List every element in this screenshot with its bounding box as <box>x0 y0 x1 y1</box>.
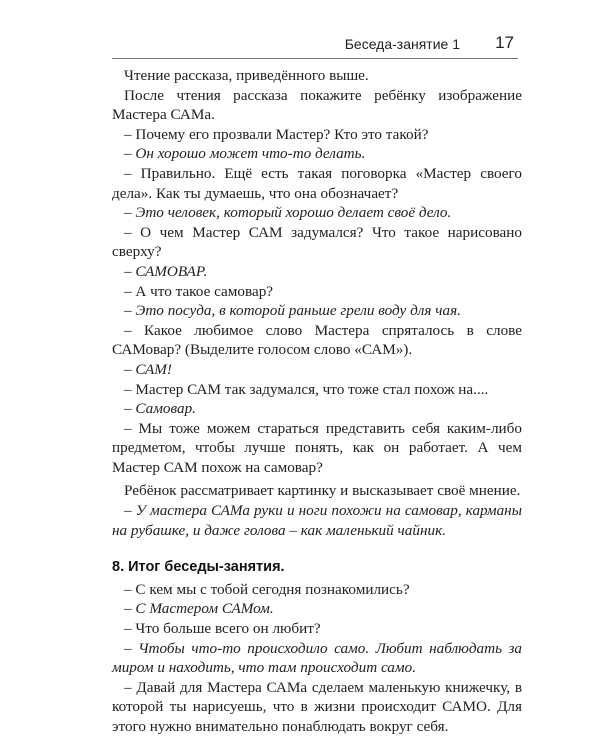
paragraph: – О чем Мастер САМ задумался? Что такое нарисовано сверху? <box>112 223 522 261</box>
paragraph: Ребёнок рассматривает картинку и высказывает своё мнение. <box>124 482 521 500</box>
paragraph: – С кем мы с тобой сегодня познакомились? <box>124 580 410 598</box>
running-head <box>112 30 518 59</box>
dialogue-block-bottom <box>112 580 522 737</box>
paragraph: – Правильно. Ещё есть такая поговорка «Мастер своего дела». Как ты думаешь, что она обозначает? <box>112 164 522 202</box>
paragraph: – Чтобы что-то происходило само. Любит наблюдать за миром и находить, что там происходит само. <box>112 639 522 677</box>
running-head-section: Беседа-занятие 1 <box>344 36 460 52</box>
paragraph: Чтение рассказа, приведённого выше. <box>124 67 369 84</box>
paragraph: – Какое любимое слово Мастера спряталось в слове САМовар? (Выделите голосом слово «САМ»). <box>112 321 522 359</box>
page-body <box>112 66 522 737</box>
paragraph: – А что такое самовар? <box>124 282 274 300</box>
paragraph: – Мастер САМ так задумался, что тоже стал похож на.... <box>124 380 489 398</box>
paragraph: – Почему его прозвали Мастер? Кто это такой? <box>124 125 429 143</box>
page-number: 17 <box>495 33 514 52</box>
paragraph: – Мы тоже можем стараться представить себя каким-либо предметом, чтобы лучше понять, как он работает. А чем Мастер САМ похож на самовар? <box>112 419 522 476</box>
paragraph: – С Мастером САМом. <box>124 600 274 618</box>
paragraph: – У мастера САМа руки и ноги похожи на самовар, карманы на рубашке, и даже голова – как маленький чайник. <box>112 502 522 539</box>
paragraph: – Это посуда, в которой раньше грели воду для чая. <box>124 302 461 320</box>
paragraph: После чтения рассказа покажите ребёнку изображение Мастера САМа. <box>112 86 522 124</box>
paragraph: – Самовар. <box>124 400 196 418</box>
paragraph: – Что больше всего он любит? <box>124 620 321 638</box>
section-heading: 8. Итог беседы-занятия. <box>112 559 285 576</box>
paragraph: – Он хорошо может что-то делать. <box>124 145 366 163</box>
paragraph: – САМОВАР. <box>124 262 208 280</box>
dialogue-block-top <box>112 66 522 540</box>
paragraph: – Это человек, который хорошо делает своё дело. <box>124 204 452 222</box>
paragraph: – Давай для Мастера САМа сделаем маленькую книжечку, в которой ты нарисуешь, что в жизни происходит САМО. Для этого нужно внимательно понаблюдать вокруг себя. <box>112 678 522 735</box>
paragraph: – САМ! <box>124 360 172 378</box>
